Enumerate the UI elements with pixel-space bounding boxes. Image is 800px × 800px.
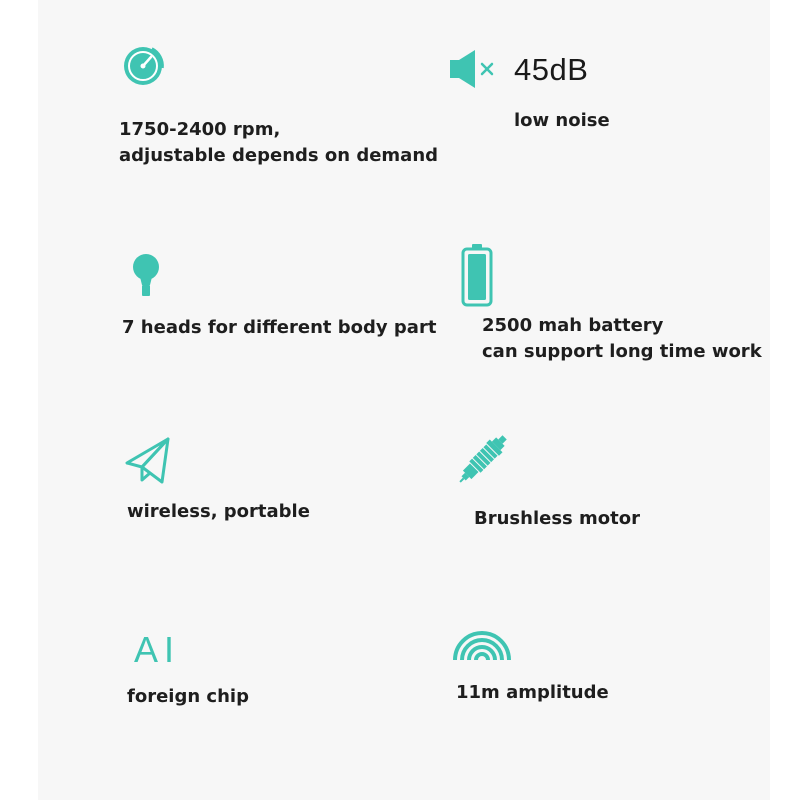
battery-icon: [461, 243, 493, 307]
amplitude-label: 11m amplitude: [456, 682, 609, 703]
amplitude-wave-icon: [452, 630, 512, 662]
speed-label-line2: adjustable depends on demand: [119, 145, 439, 166]
paper-plane-icon: [124, 436, 172, 486]
motor-label: Brushless motor: [474, 508, 640, 529]
wireless-label: wireless, portable: [127, 501, 310, 522]
massage-head-icon: [130, 252, 162, 298]
speed-label: [119, 117, 438, 169]
heads-label: 7 heads for different body part: [122, 317, 437, 338]
battery-label-line1: 2500 mah battery: [482, 315, 664, 336]
noise-label: low noise: [514, 110, 610, 131]
chip-label: foreign chip: [127, 686, 249, 707]
ai-chip-icon: AI: [134, 629, 181, 670]
motor-icon: [450, 428, 514, 492]
mute-speaker-icon: [448, 48, 498, 90]
speed-label-line1: 1750-2400 rpm,: [119, 119, 281, 140]
battery-label-line2: can support long time work: [482, 341, 762, 362]
noise-value: 45dB: [514, 52, 589, 87]
speedometer-icon: [122, 44, 166, 88]
battery-label: [482, 313, 762, 365]
